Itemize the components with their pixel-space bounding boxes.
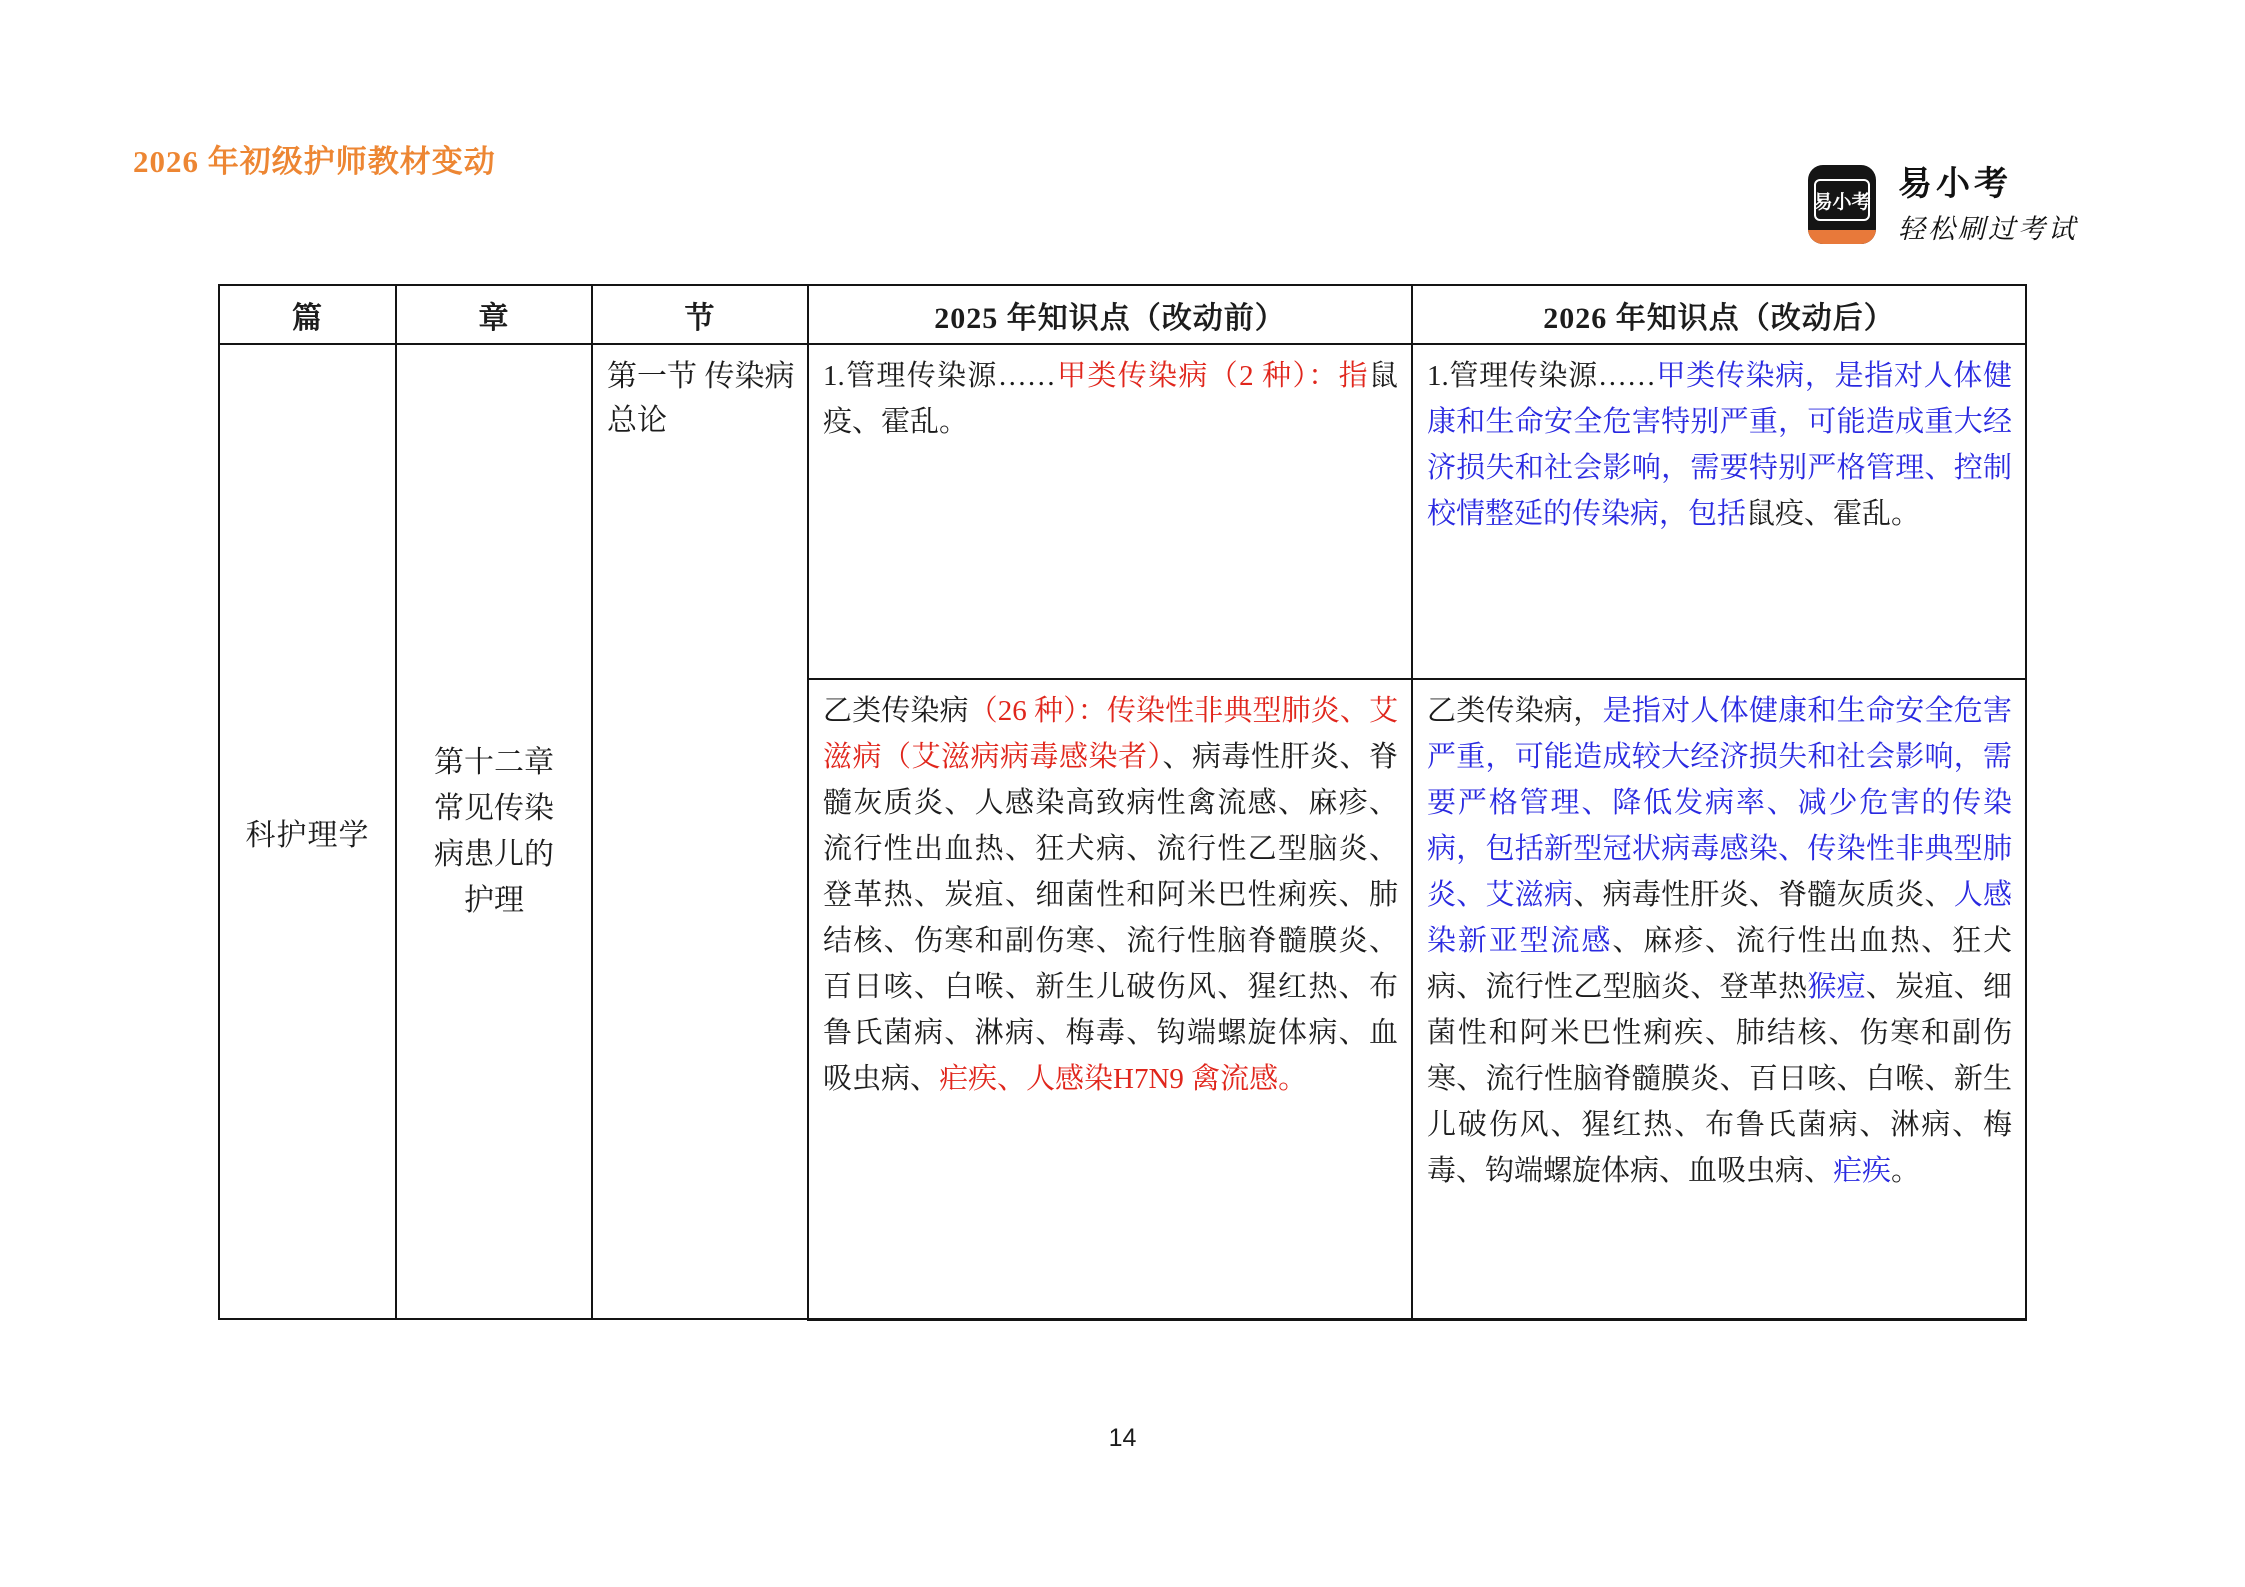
table-header-row: [219, 285, 2026, 344]
brand-header: [1808, 165, 2078, 246]
yixiaokao-logo-icon: [1808, 165, 1876, 244]
column-header-jie: 节: [592, 285, 808, 344]
logo-text: 易小考: [1813, 191, 1871, 213]
column-header-zhang: 章: [396, 285, 592, 344]
column-header-pian: 篇: [219, 285, 396, 344]
page-number: 14: [1108, 1424, 1137, 1452]
brand-tagline: 轻松刷过考试: [1898, 214, 2078, 244]
logo-text-frame: [1814, 179, 1870, 221]
cell-pian-value: 科护理学: [219, 344, 396, 1319]
brand-name: 易小考: [1898, 165, 2012, 203]
column-header-2026-after: 2026 年知识点（改动后）: [1412, 285, 2026, 344]
textbook-changes-table: [218, 284, 2027, 1321]
column-header-2025-before: 2025 年知识点（改动前）: [808, 285, 1412, 344]
cell-2026-knowledge-point-2: 乙类传染病，是指对人体健康和生命安全危害严重，可能造成较大经济损失和社会影响，需要严格管理、降低发病率、减少危害的传染病，包括新型冠状病毒感染、传染性非典型肺炎、艾滋病、病毒性肝炎、脊髓灰质炎、人感染新亚型流感、麻疹、流行性出血热、狂犬病、流行性乙型脑炎、登革热猴痘、炭疽、细菌性和阿米巴性痢疾、肺结核、伤寒和副伤寒、流行性脑脊髓膜炎、百日咳、白喉、新生儿破伤风、猩红热、布鲁氏菌病、淋病、梅毒、钩端螺旋体病、血吸虫病、疟疾。: [1412, 679, 2026, 1319]
cell-jie-value: 第一节 传染病总论: [592, 344, 808, 1319]
page-title: 2026 年初级护师教材变动: [133, 144, 496, 179]
cell-2026-knowledge-point-1: 1.管理传染源……甲类传染病，是指对人体健康和生命安全危害特别严重，可能造成重大经济损失和社会影响，需要特别严格管理、控制校情整延的传染病，包括鼠疫、霍乱。: [1412, 344, 2026, 679]
brand-words: [1898, 165, 2078, 246]
cell-2025-knowledge-point-1: 1.管理传染源……甲类传染病（2 种）：指鼠疫、霍乱。: [808, 344, 1412, 679]
table-row: [219, 344, 2026, 679]
cell-zhang-value: 第十二章 常见传染 病患儿的 护理: [396, 344, 592, 1319]
logo-orange-strip: [1808, 230, 1876, 244]
cell-2025-knowledge-point-2: 乙类传染病（26 种）：传染性非典型肺炎、艾滋病（艾滋病病毒感染者）、病毒性肝炎、脊髓灰质炎、人感染高致病性禽流感、麻疹、流行性出血热、狂犬病、流行性乙型脑炎、登革热、炭疽、细菌性和阿米巴性痢疾、肺结核、伤寒和副伤寒、流行性脑脊髓膜炎、百日咳、白喉、新生儿破伤风、猩红热、布鲁氏菌病、淋病、梅毒、钩端螺旋体病、血吸虫病、疟疾、人感染H7N9 禽流感。: [808, 679, 1412, 1319]
